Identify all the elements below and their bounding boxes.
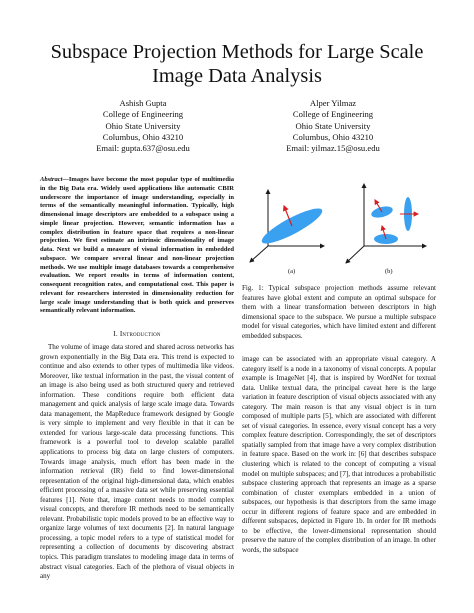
figure-1-diagram (242, 176, 436, 276)
panel-b-diagram (346, 184, 426, 263)
abstract-text: —Images have become the most popular type of multimedia in the Big Data era. Widely used applications like automatic CBIR underscore the importance of image understanding, especially in terms of the semantically meaningful information. Typically, high dimensional image descriptors are embedded to a subspace using a simple linear projection. However, semantic information has a complex distribution in feature space that requires a non-linear projection. We first estimate an intrinsic dimensionality of image data. Next we build a measure of visual information in embedded subspace. We compare several linear and non-linear projection methods. We use multiple image databases towards a comprehensive evaluation. We report results in terms of information content, consequent recognition rates, and computational cost. This paper is relevant for researchers interested in dimensionality reduction for large scale image understanding that is both quick and preserves semantically relevant information. (40, 176, 234, 315)
abstract-lead: Abstract (40, 176, 63, 183)
figure-1 (242, 176, 436, 280)
author-name: Ashish Gupta (119, 98, 167, 108)
left-column (40, 176, 234, 582)
intro-paragraph-2: image can be associated with an appropriate visual category. A category itself is a node in a taxonomy of visual concepts. A popular example is ImageNet [4], that is inspired by WordNet for textual data. Unlike textual data, the principal caveat here is the large variation in feature description of visual objects associated with any category. The main reason is that any visual object is in turn composed of multiple parts [5], which are associated with different set of visual categories. In essence, every visual concept has a very complex feature description. Correspondingly, the set of descriptors spatially sampled from that image have a very complex distribution in feature space. Based on the work in: [6] that describes subspace clustering which is related to the concept of computing a visual model on multiple subspaces; and [7], that introduces a probabilistic subspace clustering approach that represents an image as a sparse combination of cluster exemplars embedded in a union of subspaces, our hypothesis is that descriptors from the same image occur in different regions of feature space and are embedded in different subspaces, depicted in Figure 1b. In order for IR methods to be effective, the lower-dimensional representation should preserve the nature of the complex distribution of an image. In other words, the subspace (242, 355, 436, 554)
abstract (40, 176, 234, 316)
author-univ: Ohio State University (105, 120, 181, 131)
author-block-2 (238, 98, 428, 154)
right-column (242, 176, 436, 555)
author-city: Columbus, Ohio 43210 (102, 131, 184, 142)
title-line-2: Image Data Analysis (152, 65, 322, 87)
figure-label-a: (a) (288, 268, 296, 275)
author-univ: Ohio State University (295, 120, 371, 131)
axis-y-b (346, 246, 364, 263)
author-dept: College of Engineering (292, 109, 374, 120)
author-name: Alper Yilmaz (309, 98, 357, 108)
author-city: Columbus, Ohio 43210 (292, 131, 374, 142)
figure-1-caption: Fig. 1: Typical subspace projection methods assume relevant features have global extent and compute an optimal subspace for them with a linear transformation between descriptors in high dimensional space to the subspace. We pursue a multiple subspace model for visual categories, which have limited extent and different embedded subspaces. (242, 284, 436, 340)
title-line-1: Subspace Projection Methods for Large Scale (50, 41, 424, 63)
author-email: Email: gupta.637@osu.edu (96, 143, 190, 154)
panel-a-diagram (250, 190, 326, 262)
figure-label-b: (b) (385, 268, 393, 275)
axis-y-a (250, 246, 268, 262)
author-dept: College of Engineering (102, 109, 184, 120)
intro-paragraph-1: The volume of image data stored and shared across networks has grown exponentially in the Big Data era. This trend is expected to continue and also extends to other types of multimedia like videos. Moreover, like textual information in the past, the visual content of an image is also being used as both structured query and retrieved information. These conditions require both efficient data management and quick analysis of large scale image data. Towards data management, the MapReduce framework designed by Google is very simple to implement and very flexible in that it can be extended for various large-scale data processing functions. This framework is a powerful tool to develop scalable parallel applications to process big data on large clusters of computers. Towards image analysis, much effort has been made in the information retrieval (IR) field to find lower-dimensional representation of the original high-dimensional data, which enables efficient processing of a massive data set while preserving essential features [1]. Note that, image content needs to model complex visual concepts, and therefore IR methods need to be semantically relevant. Probabilistic topic models proved to be an effective way to organize large volumes of text documents [2]. In natural language processing, a topic model refers to a type of statistical model for representing a collection of documents by discovering abstract topics. This paradigm translates to modeling image data in terms of abstract visual categories. Each of the plethora of visual objects in any (40, 343, 234, 581)
paper-title (0, 40, 474, 88)
author-email: Email: yilmaz.15@osu.edu (286, 143, 380, 154)
section-heading-introduction: I. Introduction (113, 330, 161, 338)
author-block-1 (48, 98, 238, 154)
